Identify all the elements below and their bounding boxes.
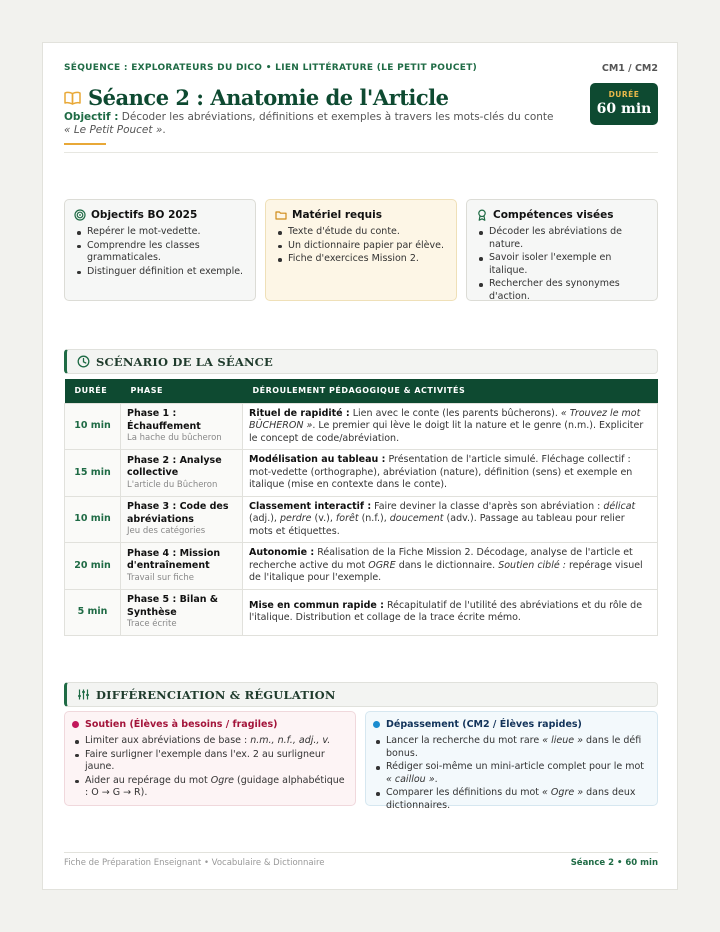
column-header: DURÉE [65,379,121,403]
divider [64,152,658,153]
list-item: Savoir isoler l'exemple en italique. [476,252,648,277]
skills-box: Compétences visées Décoder les abréviations de nature. Savoir isoler l'exemple en italique. Rechercher des synonymes d'action. [466,199,658,301]
objective: Objectif : Décoder les abréviations, définitions et exemples à travers les mots-clés du conte « Le Petit Poucet ». [64,111,554,136]
table-row: 10 min Phase 3 : Code des abréviations Jeu des catégories Classement interactif : Faire deviner la classe d'après son abréviation : délicat (adj.), perdre (v.), forêt (n.f.), doucement (adv.). Passage au tableau pour relier mots et étiquettes. [65,496,658,543]
objectives-box: Objectifs BO 2025 Repérer le mot-vedette. Comprendre les classes grammaticales. Distinguer définition et exemple. [64,199,256,301]
list-item: Lancer la recherche du mot rare « lieue » dans le défi bonus. [373,735,648,760]
differentiation-header: DIFFÉRENCIATION & RÉGULATION [64,682,658,707]
dot-icon [373,721,380,728]
title-underline [64,143,106,145]
dot-icon [72,721,79,728]
level-label: CM1 / CM2 [601,63,658,74]
list-item: Comparer les définitions du mot « Ogre » dans deux dictionnaires. [373,787,648,812]
footer-divider [64,852,658,853]
scenario-table [64,379,658,636]
lesson-sheet [42,42,678,890]
table-row: 10 min Phase 1 : Échauffement La hache du bûcheron Rituel de rapidité : Lien avec le conte (les parents bûcherons). « Trouvez le mot BÛCHERON ». Le premier qui lève le doigt lit la nature et le genre (n.m.). Expliciter le concept de code/abréviation. [65,403,658,450]
list-item: Texte d'étude du conte. [275,226,447,239]
footer-right: Séance 2 • 60 min [570,858,658,868]
footer-left: Fiche de Préparation Enseignant • Vocabulaire & Dictionnaire [64,858,325,868]
column-header: DÉROULEMENT PÉDAGOGIQUE & ACTIVITÉS [243,379,658,403]
scenario-header: SCÉNARIO DE LA SÉANCE [64,349,658,374]
target-icon [74,209,86,221]
list-item: Distinguer définition et exemple. [74,266,246,279]
list-item: Décoder les abréviations de nature. [476,226,648,251]
clock-icon [77,355,90,368]
list-item: Aider au repérage du mot Ogre (guidage alphabétique : O → G → R). [72,775,346,800]
folder-icon [275,209,287,221]
title-row [64,85,449,110]
sliders-icon [77,688,90,701]
list-item: Comprendre les classes grammaticales. [74,240,246,265]
sequence-label: SÉQUENCE : EXPLORATEURS DU DICO • LIEN LITTÉRATURE (LE PETIT POUCET) [64,63,478,73]
list-item: Faire surligner l'exemple dans l'ex. 2 au surligneur jaune. [72,749,346,774]
column-header: PHASE [121,379,243,403]
page-title: Séance 2 : Anatomie de l'Article [88,85,449,110]
list-item: Fiche d'exercices Mission 2. [275,253,447,266]
duration-badge: DURÉE 60 min [590,83,658,125]
table-row: 15 min Phase 2 : Analyse collective L'article du Bûcheron Modélisation au tableau : Présentation de l'article simulé. Fléchage collectif : mot-vedette (orthographe), abréviation (nature), définition (sens) et exemple en italique (mise en contexte dans le conte). [65,450,658,497]
award-icon [476,209,488,221]
support-box: Soutien (Élèves à besoins / fragiles) Limiter aux abréviations de base : n.m., n.f., adj., v. Faire surligner l'exemple dans l'ex. 2 au surligneur jaune. Aider au repérage du mot Ogre (guidage alphabétique : O → G → R). [64,711,356,806]
list-item: Rédiger soi-même un mini-article complet pour le mot « caillou ». [373,761,648,786]
advanced-box: Dépassement (CM2 / Élèves rapides) Lancer la recherche du mot rare « lieue » dans le défi bonus. Rédiger soi-même un mini-article complet pour le mot « caillou ». Comparer les définitions du mot « Ogre » dans deux dictionnaires. [365,711,658,806]
table-row: 20 min Phase 4 : Mission d'entraînement Travail sur fiche Autonomie : Réalisation de la Fiche Mission 2. Décodage, analyse de l'article et recherche active du mot OGRE dans le dictionnaire. Soutien ciblé : repérage visuel de l'italique pour l'exemple. [65,543,658,590]
list-item: Limiter aux abréviations de base : n.m., n.f., adj., v. [72,735,346,748]
list-item: Repérer le mot-vedette. [74,226,246,239]
table-row: 5 min Phase 5 : Bilan & Synthèse Trace écrite Mise en commun rapide : Récapitulatif de l'utilité des abréviations et du rôle de l'italique. Distribution et collage de la trace écrite mémo. [65,589,658,636]
list-item: Rechercher des synonymes d'action. [476,278,648,303]
info-boxes [64,199,658,301]
materials-box: Matériel requis Texte d'étude du conte. Un dictionnaire papier par élève. Fiche d'exercices Mission 2. [265,199,457,301]
book-icon [64,91,81,105]
list-item: Un dictionnaire papier par élève. [275,240,447,253]
